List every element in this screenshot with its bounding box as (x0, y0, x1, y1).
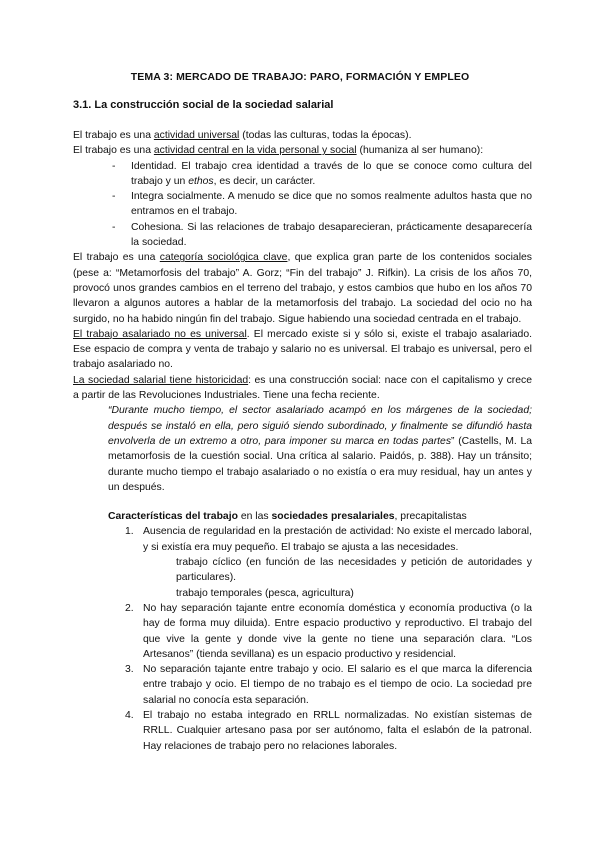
text: (todas las culturas, todas la épocas). (239, 130, 412, 141)
text: Identidad. El trabajo crea identidad a través de lo que se conoce como cultura del trabajo y un (131, 160, 532, 187)
underlined-term: actividad central en la vida personal y social (153, 145, 357, 157)
text: en las (237, 511, 272, 523)
section-heading: 3.1. La construcción social de la sociedad salarial (73, 99, 334, 111)
paragraph-historicidad (73, 373, 532, 404)
paragraph-asalariado (73, 327, 532, 373)
document-title: TEMA 3: MERCADO DE TRABAJO: PARO, FORMACIÓN Y EMPLEO (130, 71, 470, 83)
bold-term: Características del trabajo (108, 511, 238, 523)
text: , precapitalistas (394, 511, 467, 523)
paragraph-universal (73, 128, 532, 143)
text: , que explica gran parte de los contenidos sociales (pese a: “Metamorfosis del trabajo” A. Gorz; “Fin del trabajo” J. Rifkin). La crisis de los años 70, provocó unos grandes cambios en el terreno del trabajo, y estos cambios que hubo en los años 70 llevaron a algunos autores a hablar de la metamorfosis del trabajo. La sociedad del ocio no ha surgido, no ha habido ningún fin del trabajo. Sigue habiendo una sociedad centrada en el trabajo. (73, 252, 532, 325)
text: (humaniza al ser humano): (356, 145, 484, 157)
sub-item: trabajo cíclico (en función de las necesidades y petición de autoridades y particulares). (176, 557, 532, 584)
item-number: 1. (125, 526, 134, 538)
item-number: 4. (125, 709, 134, 721)
bullet-item (112, 159, 532, 190)
underlined-term: El trabajo asalariado no es universal (73, 328, 247, 340)
paragraph-central (73, 143, 532, 158)
item-number: 3. (125, 664, 134, 676)
underlined-term: La sociedad salarial tiene historicidad (73, 374, 249, 386)
underlined-term: actividad universal (153, 130, 240, 141)
text: El trabajo es una (73, 252, 160, 264)
sub-item: trabajo temporales (pesca, agricultura) (176, 587, 354, 599)
text: Integra socialmente. A menudo se dice que no somos realmente adultos hasta que no entramos en el trabajo. (131, 191, 532, 218)
numbered-item (125, 662, 532, 708)
quotation (108, 403, 532, 495)
text: El trabajo es una (73, 130, 154, 141)
quote-text: “Durante mucho tiempo, el sector asalariado acampó en los márgenes de la sociedad; después se instaló en ella, pero siguió siendo subordinado, y finalmente se difundió hasta envolverla de un extremo a otro, para imponer su marca en todas partes (108, 405, 532, 447)
item-text: El trabajo no estaba integrado en RRLL normalizadas. No existían sistemas de RRLL. Cualquier artesano pasa por ser autónomo, falta el eslabón de la patronal. Hay relaciones de trabajo pero no relaciones laborales. (143, 709, 532, 752)
text: Cohesiona. Si las relaciones de trabajo desaparecieran, prácticamente desaparecería la sociedad. (131, 221, 532, 249)
numbered-item (125, 524, 532, 555)
text: El trabajo es una (73, 145, 154, 157)
text: , es decir, un carácter. (213, 175, 316, 187)
text: . El mercado existe si y sólo si, existe el trabajo asalariado. Ese espacio de compra y venta de trabajo y salario no es universal. El trabajo es universal, pero el trabajo asalariado no. (73, 328, 532, 371)
item-number: 2. (125, 602, 134, 614)
item-text: No hay separación tajante entre economía doméstica y economía productiva (o la hay de forma muy diluida). Entre espacio productivo y reproductivo. El trabajo del que vive la gente y donde vive la gente no tiene una separación clara. “Los Artesanos” (tienda sevillana) es un espacio productivo y residencial. (143, 602, 532, 660)
document-body (73, 128, 532, 754)
paragraph-categoria (73, 250, 532, 326)
numbered-item (125, 601, 532, 662)
bullet-item (112, 189, 532, 220)
text: : es una construcción social: nace con el capitalismo y crece a partir de las Revoluciones Industriales. Tiene una fecha reciente. (73, 374, 532, 402)
item-text: Ausencia de regularidad en la prestación de actividad: No existe el mercado laboral, y si existía era muy pequeño. El trabajo se ajusta a las necesidades. (143, 526, 532, 553)
underlined-term: categoría sociológica clave (159, 252, 288, 264)
item-text: No separación tajante entre trabajo y ocio. El salario es el que marca la diferencia entre trabajo y ocio. El tiempo de no trabajo es el tiempo de ocio. La sociedad pre salarial no conocía esta separación. (143, 664, 532, 706)
bold-term: sociedades presalariales (271, 511, 395, 523)
quote-citation: ” (Castells, M. La metamorfosis de la cuestión social. Una crítica al salario. Paidós, p. 388). Hay un tránsito; durante mucho tiempo el trabajo asalariado o no existía o era muy residual, hay un antes y un después. (108, 435, 532, 493)
numbered-item (125, 708, 532, 754)
subheading (108, 509, 532, 524)
italic-term: ethos (188, 175, 214, 187)
bullet-item (112, 220, 532, 251)
